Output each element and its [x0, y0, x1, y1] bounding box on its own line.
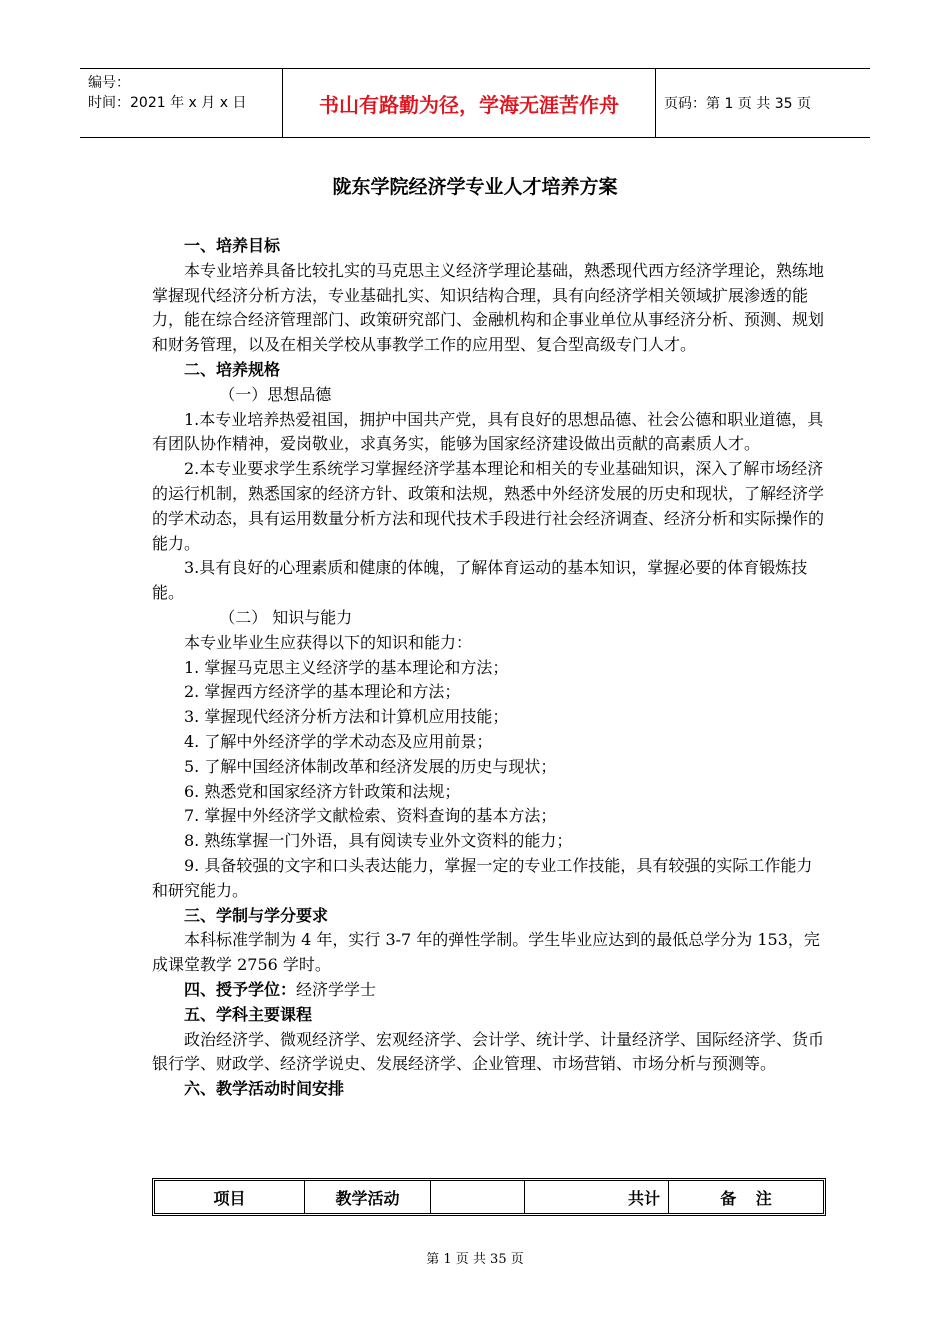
- subsection-heading: （一）思想品德: [219, 384, 332, 404]
- table-header-cell: 项目: [155, 1181, 305, 1213]
- section-heading: 六、教学活动时间安排: [184, 1079, 345, 1099]
- subsection-heading: （二） 知识与能力: [219, 607, 353, 627]
- table-header-cell: [431, 1181, 525, 1213]
- table-header-cell: 教学活动: [305, 1181, 431, 1213]
- doc-time: 时间：2021 年 x 月 x 日: [88, 95, 247, 111]
- schedule-table-header: [152, 1178, 826, 1216]
- section-heading: 五、学科主要课程: [184, 1004, 313, 1024]
- page-footer: 第 1 页 共 35 页: [426, 1252, 524, 1267]
- degree-line: [152, 978, 828, 1003]
- list-item: 9. 具备较强的文字和口头表达能力，掌握一定的专业工作技能，具有较强的实际工作能力和研究能力。: [152, 855, 813, 900]
- degree-value: 经济学学士: [296, 979, 377, 999]
- list-item: 4. 了解中外经济学的学术动态及应用前景；: [184, 731, 493, 751]
- header-motto: 书山有路勤为径，学海无涯苦作舟: [282, 69, 656, 137]
- section-heading: 四、授予学位：: [184, 979, 297, 999]
- paragraph: 1.本专业培养热爱祖国，拥护中国共产党，具有良好的思想品德、社会公德和职业道德，具有团队协作精神，爱岗敬业，求真务实，能够为国家经济建设做出贡献的高素质人才。: [152, 409, 824, 454]
- list-item: 8. 熟练掌握一门外语，具有阅读专业外文资料的能力；: [184, 831, 573, 851]
- paragraph: 本专业毕业生应获得以下的知识和能力：: [184, 632, 473, 652]
- paragraph: 政治经济学、微观经济学、宏观经济学、会计学、统计学、计量经济学、国际经济学、货币银行学、财政学、经济学说史、发展经济学、企业管理、市场营销、市场分析与预测等。: [152, 1029, 825, 1074]
- list-item: 6. 熟悉党和国家经济方针政策和法规；: [184, 781, 461, 801]
- section-heading: 三、学制与学分要求: [184, 905, 329, 925]
- paragraph: 3.具有良好的心理素质和健康的体魄，了解体育运动的基本知识，掌握必要的体育锻炼技能。: [152, 558, 808, 603]
- list-item: 5. 了解中国经济体制改革和经济发展的历史与现状；: [184, 756, 557, 776]
- paragraph: 2.本专业要求学生系统学习掌握经济学基本理论和相关的专业基础知识，深入了解市场经济的运行机制，熟悉国家的经济方针、政策和法规，熟悉中外经济发展的历史和现状，了解经济学的学术动态，具有运用数量分析方法和现代技术手段进行社会经济调查、经济分析和实际操作的能力。: [152, 459, 825, 553]
- section-heading: 一、培养目标: [184, 236, 281, 255]
- section-heading: 二、培养规格: [184, 359, 281, 379]
- table-header-cell: 备 注: [720, 1188, 772, 1208]
- list-item: 7. 掌握中外经济学文献检索、资料查询的基本方法；: [184, 806, 557, 826]
- page-header: [80, 68, 870, 138]
- list-item: 2. 掌握西方经济学的基本理论和方法；: [184, 682, 461, 702]
- document-body: [152, 234, 828, 1102]
- list-item: 1. 掌握马克思主义经济学的基本理论和方法；: [184, 657, 509, 677]
- header-meta: [80, 69, 282, 137]
- list-item: 3. 掌握现代经济分析方法和计算机应用技能；: [184, 707, 509, 727]
- paragraph: 本科标准学制为 4 年，实行 3-7 年的弹性学制。学生毕业应达到的最低总学分为 153，完成课堂教学 2756 学时。: [152, 930, 820, 975]
- header-page-info: 页码：第 1 页 共 35 页: [664, 96, 811, 112]
- paragraph: 本专业培养具备比较扎实的马克思主义经济学理论基础，熟悉现代西方经济学理论，熟练地掌握现代经济分析方法，专业基础扎实、知识结构合理，具有向经济学相关领域扩展渗透的能力，能在综合经济管理部门、政策研究部门、金融机构和企事业单位从事经济分析、预测、规划和财务管理，以及在相关学校从事教学工作的应用型、复合型高级专门人才。: [152, 260, 825, 355]
- doc-number: 编号：: [88, 75, 130, 91]
- table-header-cell: 共计: [525, 1181, 669, 1213]
- document-title: 陇东学院经济学专业人才培养方案: [332, 176, 618, 198]
